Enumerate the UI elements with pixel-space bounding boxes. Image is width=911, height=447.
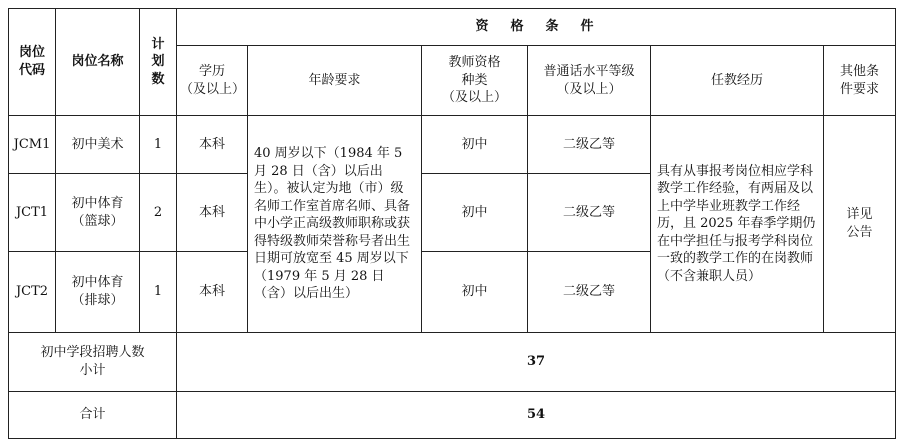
cell-plan: 1 <box>140 252 177 333</box>
table-row <box>9 116 896 174</box>
cell-teacher-cert: 初中 <box>422 116 528 174</box>
header-plan-count: 计 划 数 <box>140 9 177 116</box>
header-other: 其他条 件要求 <box>824 46 896 116</box>
header-age: 年龄要求 <box>248 46 422 116</box>
total-row <box>9 392 896 439</box>
header-education: 学历 （及以上） <box>177 46 248 116</box>
cell-teacher-cert: 初中 <box>422 174 528 252</box>
cell-code: JCM1 <box>9 116 56 174</box>
subtotal-row <box>9 333 896 392</box>
total-label: 合计 <box>9 392 177 439</box>
header-position-name: 岗位名称 <box>56 9 140 116</box>
cell-name: 初中体育 （排球） <box>56 252 140 333</box>
cell-education: 本科 <box>177 174 248 252</box>
cell-name: 初中体育 （篮球） <box>56 174 140 252</box>
header-teacher-cert: 教师资格 种类 （及以上） <box>422 46 528 116</box>
cell-mandarin: 二级乙等 <box>528 116 651 174</box>
cell-plan: 2 <box>140 174 177 252</box>
cell-mandarin: 二级乙等 <box>528 174 651 252</box>
header-experience: 任教经历 <box>651 46 824 116</box>
header-mandarin: 普通话水平等级 （及以上） <box>528 46 651 116</box>
cell-name: 初中美术 <box>56 116 140 174</box>
cell-mandarin: 二级乙等 <box>528 252 651 333</box>
header-row-1 <box>9 9 896 46</box>
cell-education: 本科 <box>177 116 248 174</box>
cell-teacher-cert: 初中 <box>422 252 528 333</box>
cell-teaching-experience: 具有从事报考岗位相应学科教学工作经验，有两届及以上中学毕业班教学工作经历，且 2025 年春季学期仍在中学担任与报考学科岗位一致的教学工作的在岗教师（不含兼职人员） <box>651 116 824 333</box>
cell-code: JCT1 <box>9 174 56 252</box>
header-qualifications: 资格条件 <box>177 9 896 46</box>
recruitment-table-container <box>8 8 896 439</box>
total-value: 54 <box>177 392 896 439</box>
cell-plan: 1 <box>140 116 177 174</box>
header-position-code: 岗位 代码 <box>9 9 56 116</box>
recruitment-table <box>8 8 896 439</box>
subtotal-label: 初中学段招聘人数 小计 <box>9 333 177 392</box>
cell-other-requirements: 详见 公告 <box>824 116 896 333</box>
subtotal-value: 37 <box>177 333 896 392</box>
cell-education: 本科 <box>177 252 248 333</box>
cell-code: JCT2 <box>9 252 56 333</box>
cell-age-requirement: 40 周岁以下（1984 年 5 月 28 日（含）以后出生）。被认定为地（市）级名师工作室首席名师、具备中小学正高级教师职称或获得特级教师荣誉称号者出生日期可放宽至 45 周岁以下（1979 年 5 月 28 日（含）以后出生） <box>248 116 422 333</box>
